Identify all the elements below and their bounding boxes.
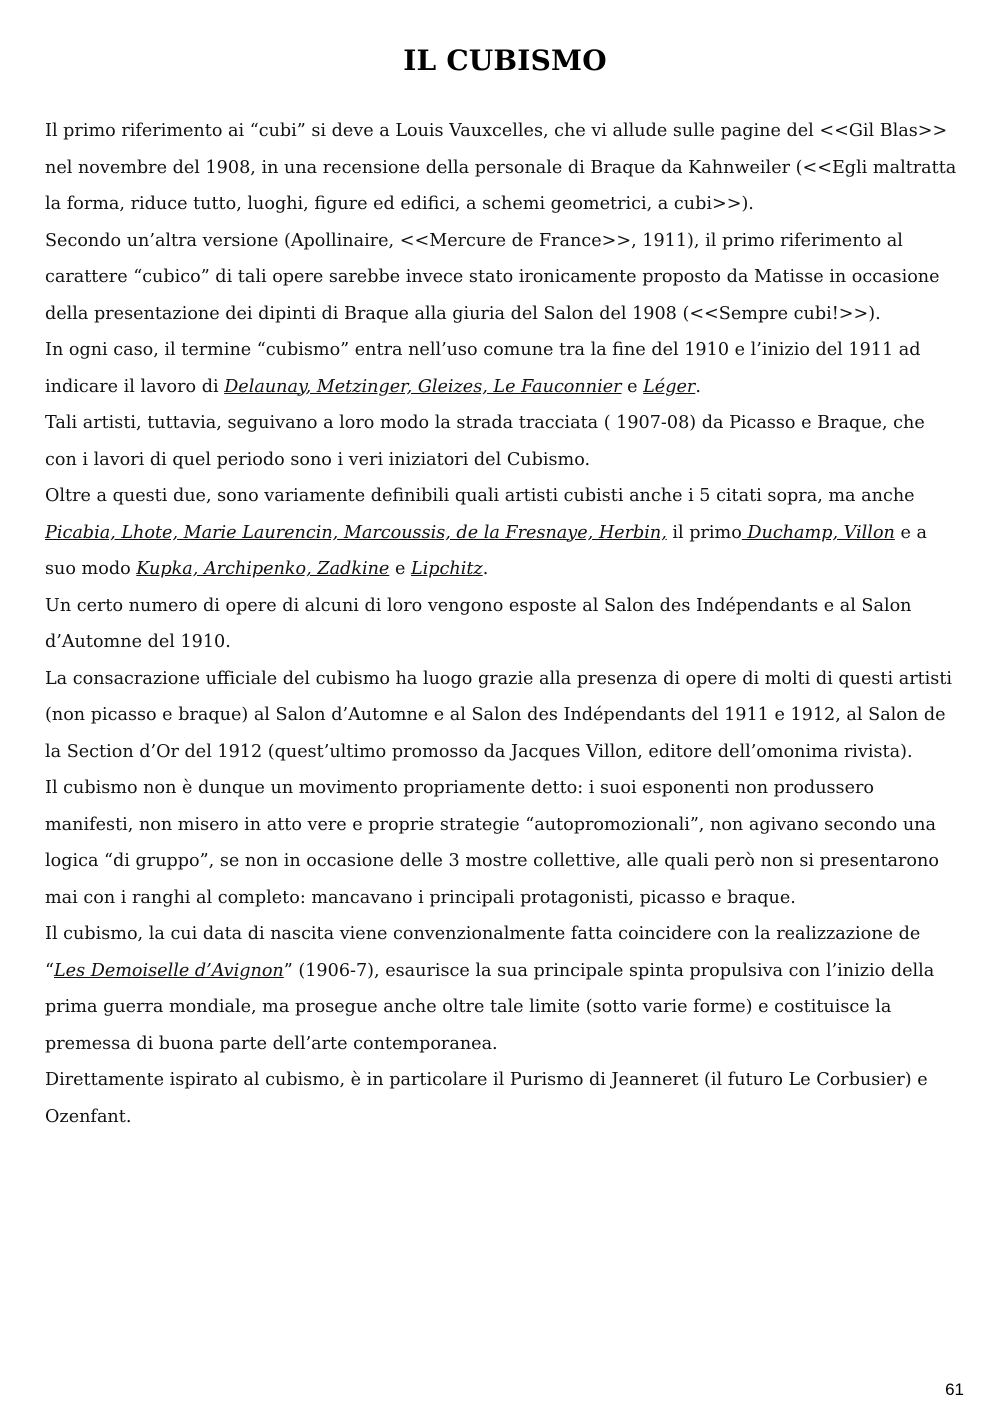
document-body [45,113,960,1135]
page-number: 61 [945,1380,964,1399]
paragraph-4: Tali artisti, tuttavia, seguivano a loro modo la strada tracciata ( 1907-08) da Picasso e Braque, che con i lavori di quel periodo sono i veri iniziatori del Cubismo. [45,413,925,470]
artist-link-leger[interactable]: Léger [643,376,696,397]
paragraph-5 [45,478,960,588]
artwork-link-demoiselles[interactable]: Les Demoiselle d’Avignon [54,960,284,981]
paragraph-3-text: . [695,376,701,397]
artists-link-delaunay-group[interactable]: Delaunay, Metzinger, Gleizes, Le Fauconnier [224,376,622,397]
paragraph-3-text: In ogni caso, il termine “cubismo” entra nell’uso comune tra la fine del 1910 e l’inizio del 1911 ad indicare il lavoro di [45,340,921,397]
paragraph-3-text: e [621,376,644,397]
paragraph-5-text: Oltre a questi due, sono variamente definibili quali artisti cubisti anche i 5 citati sopra, ma anche [45,486,915,506]
paragraph-5-text: e a suo modo [45,522,927,579]
paragraph-5-text: . [482,559,489,579]
paragraph-5-text: e [389,559,411,579]
artists-link-kupka-group[interactable]: Kupka, Archipenko, Zadkine [136,559,390,579]
paragraph-9-text: Il cubismo, la cui data di nascita viene convenzionalmente fatta coincidere con la realizzazione de “ [45,924,921,981]
paragraph-5-text: il primo [666,522,742,543]
paragraph-10: Direttamente ispirato al cubismo, è in particolare il Purismo di Jeanneret (il futuro Le Corbusier) e Ozenfant. [45,1070,928,1127]
paragraph-2: Secondo un’altra versione (Apollinaire, <<Mercure de France>>, 1911), il primo riferimento al carattere “cubico” di tali opere sarebbe invece stato ironicamente proposto da Matisse in occasione della presentazione dei dipinti di Braque alla giuria del Salon del 1908 (<<Sempre cubi!>>). [45,230,940,324]
artists-link-duchamp-villon[interactable]: Duchamp, Villon [741,522,895,543]
artists-link-picabia-group[interactable]: Picabia, Lhote, Marie Laurencin, Marcoussis, de la Fresnaye, Herbin, [45,522,667,543]
paragraph-6: Un certo numero di opere di alcuni di loro vengono esposte al Salon des Indépendants e al Salon d’Automne del 1910. [45,595,912,652]
paragraph-7: La consacrazione ufficiale del cubismo ha luogo grazie alla presenza di opere di molti di questi artisti (non picasso e braque) al Salon d’Automne e al Salon des Indépendants del 1911 e 1912, al Salon de la Section d’Or del 1912 (quest’ultimo promosso da Jacques Villon, editore dell’omonima rivista). [45,668,953,762]
paragraph-9 [45,916,960,1062]
page-title: IL CUBISMO [403,44,607,77]
paragraph-9-text: ” (1906-7), esaurisce la sua principale spinta propulsiva con l’inizio della prima guerra mondiale, ma prosegue anche oltre tale limite (sotto varie forme) e costituisce la premessa di buona parte dell’arte contemporanea. [45,960,935,1054]
paragraph-3 [45,332,960,405]
paragraph-8: Il cubismo non è dunque un movimento propriamente detto: i suoi esponenti non produssero manifesti, non misero in atto vere e proprie strategie “autopromozionali”, non agivano secondo una logica “di gruppo”, se non in occasione delle 3 mostre collettive, alle quali però non si presentarono mai con i ranghi al completo: mancavano i principali protagonisti, picasso e braque. [45,778,939,908]
paragraph-1: Il primo riferimento ai “cubi” si deve a Louis Vauxcelles, che vi allude sulle pagine del <<Gil Blas>> nel novembre del 1908, in una recensione della personale di Braque da Kahnweiler (<<Egli maltratta la forma, riduce tutto, luoghi, figure ed edifici, a schemi geometrici, a cubi>>). [45,121,957,214]
artist-link-lipchitz[interactable]: Lipchitz [410,559,483,579]
